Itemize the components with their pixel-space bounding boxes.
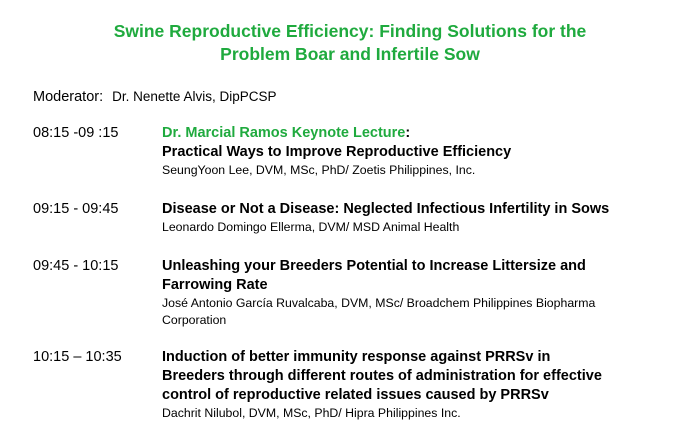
session-speaker: José Antonio García Ruvalcaba, DVM, MSc/ Broadchem Philippines Biopharma bbox=[162, 296, 596, 310]
session-title: Practical Ways to Improve Reproductive Efficiency bbox=[162, 144, 512, 160]
session-body bbox=[162, 348, 692, 422]
session-body bbox=[162, 124, 692, 179]
session-speaker: Corporation bbox=[162, 313, 227, 327]
keynote-line bbox=[162, 124, 692, 143]
page-title bbox=[0, 20, 700, 66]
session-title: control of reproductive related issues caused by PRRSv bbox=[162, 387, 549, 403]
session-body bbox=[162, 257, 692, 329]
moderator-name: Dr. Nenette Alvis, DipPCSP bbox=[112, 89, 277, 104]
session-speaker: Dachrit Nilubol, DVM, MSc, PhD/ Hipra Philippines Inc. bbox=[162, 406, 461, 420]
keynote-colon: : bbox=[405, 125, 411, 141]
session-time: 08:15 -09 :15 bbox=[33, 125, 119, 141]
moderator-line bbox=[33, 89, 276, 105]
keynote-label: Dr. Marcial Ramos Keynote Lecture bbox=[162, 125, 406, 141]
session-title: Breeders through different routes of administration for effective bbox=[162, 368, 602, 384]
session-time: 09:45 - 10:15 bbox=[33, 258, 119, 274]
session-title: Unleashing your Breeders Potential to Increase Littersize and bbox=[162, 258, 586, 274]
session-body bbox=[162, 200, 692, 236]
moderator-label: Moderator: bbox=[33, 89, 104, 105]
page-title-line: Swine Reproductive Efficiency: Finding Solutions for the bbox=[113, 21, 587, 41]
session-time: 10:15 – 10:35 bbox=[33, 349, 122, 365]
session-speaker: Leonardo Domingo Ellerma, DVM/ MSD Animal Health bbox=[162, 220, 460, 234]
session-title: Farrowing Rate bbox=[162, 277, 268, 293]
session-time: 09:15 - 09:45 bbox=[33, 201, 119, 217]
page-title-line: Problem Boar and Infertile Sow bbox=[220, 44, 480, 64]
session-title: Induction of better immunity response against PRRSv in bbox=[162, 349, 551, 365]
session-title: Disease or Not a Disease: Neglected Infectious Infertility in Sows bbox=[162, 201, 610, 217]
session-speaker: SeungYoon Lee, DVM, MSc, PhD/ Zoetis Philippines, Inc. bbox=[162, 163, 476, 177]
